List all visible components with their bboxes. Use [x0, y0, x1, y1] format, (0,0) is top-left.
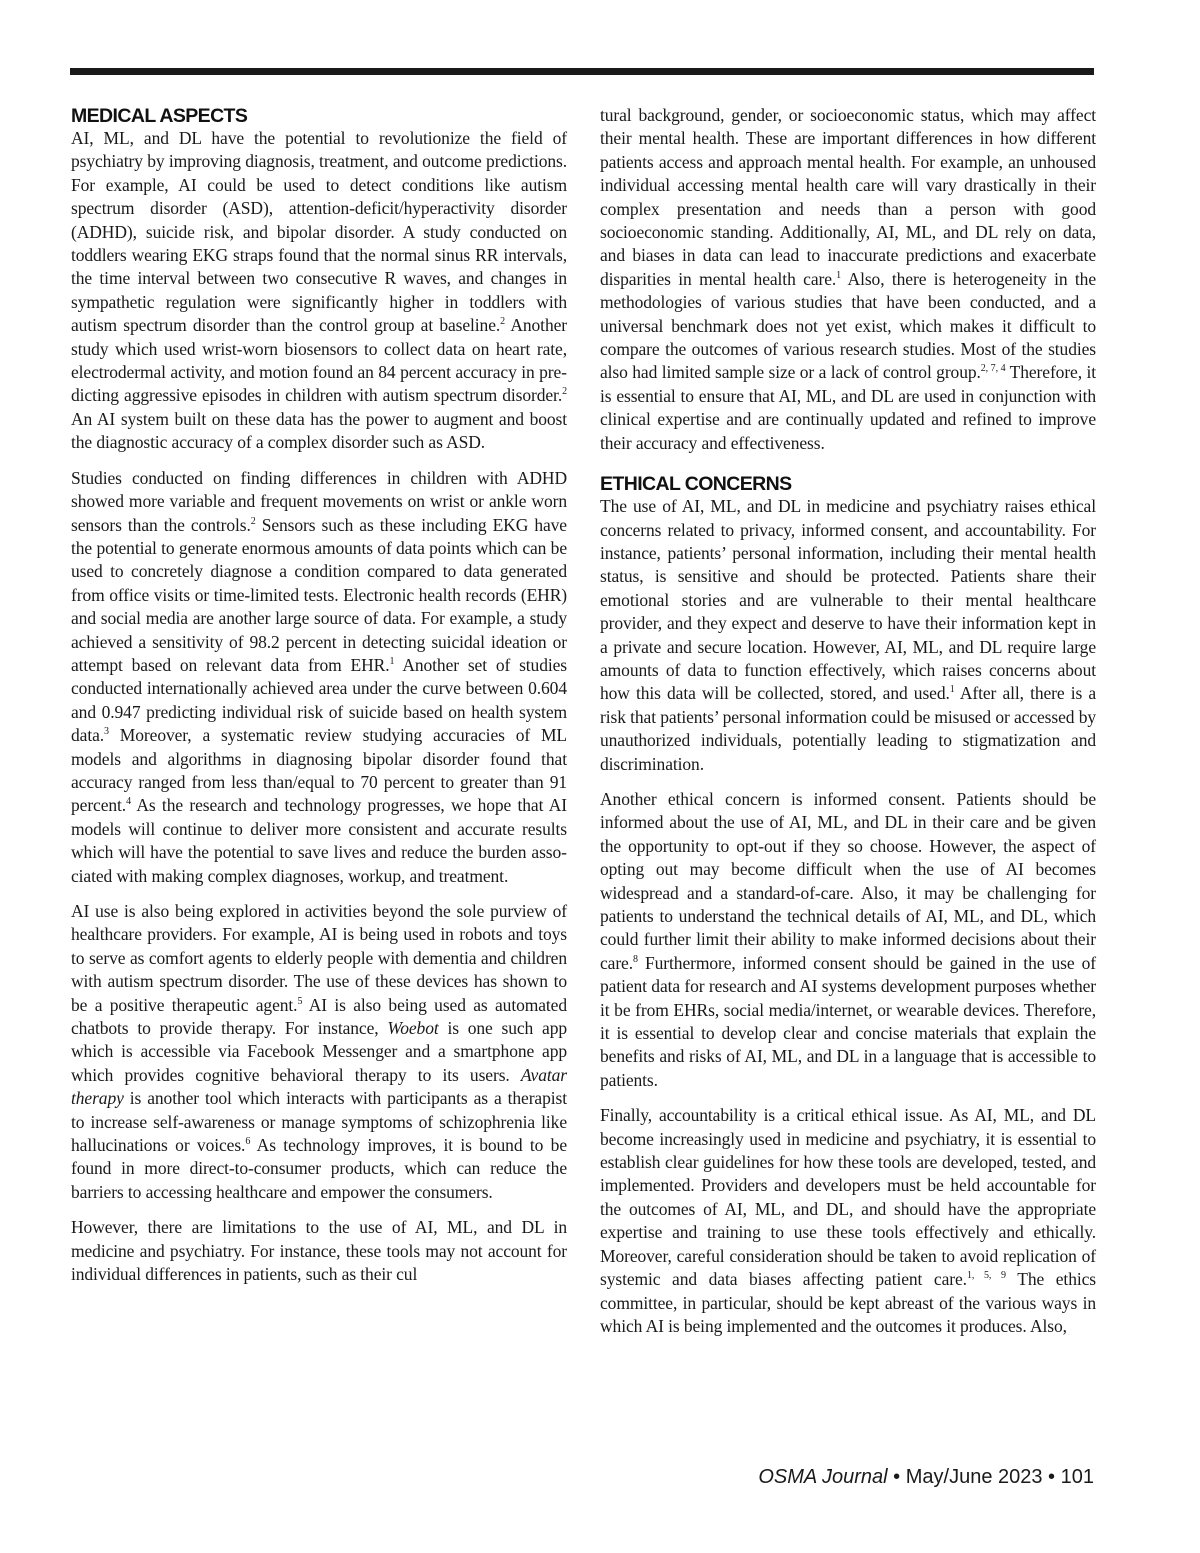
- journal-name: OSMA Journal: [758, 1466, 888, 1488]
- text-run: Another study which used wrist-worn biosensors to collect data on heart rate, electrodermal activity, and motion found an 84 percent accuracy in predicting aggressive episodes in children with autism spectrum disorder.: [71, 315, 567, 406]
- text-run: Therefore, it is essential to ensure that AI, ML, and DL are used in conjunction with clinical expertise and are continually updated and refined to improve their accuracy and effectiveness.: [600, 362, 1096, 453]
- text-run: Studies conducted on finding differences in children with ADHD showed more variable and frequent movements on wrist or ankle worn sensors than the controls.: [71, 467, 567, 535]
- page-footer: [758, 1466, 1094, 1489]
- text-run: Finally, accountability is a critical ethical issue. As AI, ML, and DL become increasingly used in medicine and psychiatry, it is essential to establish clear guidelines for how these tools are developed, tested, and implemented. Providers and developers must be held accountable for the outcomes of AI, ML, and DL, and should have the appropriate expertise and training to use these tools effectively and ethically. Moreover, careful consideration should be taken to avoid replication of systemic and data biases affecting patient care.: [600, 1105, 1096, 1290]
- page-number: 101: [1060, 1466, 1094, 1488]
- text-run: is one such app which is accessible via Facebook Messenger and a smartphone app which provides cognitive behavioral therapy to its users.: [71, 1018, 567, 1085]
- text-run: AI use is also being explored in activities beyond the sole purview of healthcare providers. For example, AI is being used in robots and toys to serve as comfort agents to elderly people with dementia and children with autism spectrum disorder. The use of these devices has shown to be a positive therapeutic agent.: [71, 901, 567, 1015]
- section-heading-medical-aspects: MEDICAL ASPECTS: [71, 105, 248, 127]
- section-heading-ethical-concerns: ETHICAL CONCERNS: [600, 473, 792, 496]
- paragraph: [600, 104, 1096, 455]
- reference-superscript: 6: [245, 1136, 251, 1148]
- paragraph: [71, 1216, 567, 1286]
- text-run: AI is also being used as automated chatbots to provide therapy. For instance,: [71, 994, 567, 1039]
- text-run: Also, there is heterogeneity in the methodologies of various studies that have been conducted, and a universal benchmark does not yet exist, which makes it difficult to compare the outcomes of various research studies. Most of the studies also had limited sample size or a lack of control group.: [600, 268, 1096, 383]
- text-run: Sensors such as these including EKG have the potential to generate enormous amounts of data points which can be used to concretely diagnose a condition compared to data generated from office visits or time-limited tests. Electronic health records (EHR) and social media are another large source of data. For example, a study achieved a sensitivity of 98.2 percent in detecting suicidal ideation or attempt based on relevant data from EHR.: [71, 514, 567, 675]
- reference-superscript: 1: [836, 269, 842, 281]
- text-run: However, there are limitations to the use of AI, ML, and DL in medicine and psychiatry. For instance, these tools may not account for individual differences in patients, such as their cul: [71, 1217, 567, 1285]
- paragraph: [600, 495, 1096, 776]
- reference-superscript: 5: [297, 995, 303, 1007]
- left-column: [71, 104, 567, 1299]
- reference-superscript: 4: [126, 796, 131, 808]
- right-column: [600, 104, 1096, 1350]
- reference-superscript: 1: [949, 684, 955, 696]
- text-run: The use of AI, ML, and DL in medicine and psychiatry raises ethical concerns related to privacy, informed consent, and accountability. For instance, patients’ personal information, including their mental health status, is sensitive and should be protected. Patients share their emotional stories and are vulnerable to their mental healthcare provider, and they expect and deserve to have their information kept in a private and secure location. However, AI, ML, and DL require large amounts of data to function effectively, which raises concerns about how this data will be collected, stored, and used.: [600, 496, 1096, 704]
- reference-superscript: 8: [633, 953, 638, 965]
- text-run: tural background, gender, or socioeconomic status, which may affect their mental health. These are important differences in how different patients access and approach mental health. For example, an unhoused individual accessing mental health care will vary drastically in their complex presentation and needs than a person with good socioeconomic standing. Additionally, AI, ML, and DL rely on data, and biases in data can lead to inaccurate predictions and exacerbate disparities in mental health care.: [600, 105, 1096, 289]
- text-run: Furthermore, informed consent should be gained in the use of patient data for research and AI systems development purposes whether it be from EHRs, social media/internet, or wearable devices. Therefore, it is essential to develop clear and concise materials that explain the benefits and risks of AI, ML, and DL in a language that is accessible to patients.: [600, 952, 1096, 1090]
- paragraph: [600, 1104, 1096, 1338]
- text-run: As the research and technology progresses, we hope that AI models will continue to deliver more consistent and accurate results which will have the potential to save lives and reduce the burden associated with making complex diagnoses, workup, and treatment.: [71, 795, 567, 886]
- app-name-italic: Woebot: [387, 1018, 439, 1039]
- reference-superscript: 1: [389, 655, 395, 667]
- text-run: An AI system built on these data has the power to augment and boost the diagnostic accuracy of a complex disorder such as ASD.: [71, 408, 567, 453]
- text-run: The ethics committee, in particular, should be kept abreast of the various ways in which AI is being implemented and the outcomes it produces. Also,: [600, 1269, 1096, 1336]
- text-run: Another set of studies conducted internationally achieved area under the curve between 0.604 and 0.947 predicting individual risk of suicide based on health system data.: [71, 654, 567, 746]
- paragraph: [71, 900, 567, 1204]
- text-run: AI, ML, and DL have the potential to revolutionize the field of psychiatry by improving diagnosis, treatment, and outcome predictions. For example, AI could be used to detect conditions like autism spectrum disorder (ASD), attention-deficit/hyperactivity disorder (ADHD), suicide risk, and bipolar disorder. A study conducted on toddlers wearing EKG straps found that the normal sinus RR intervals, the time interval between two consecutive R waves, and changes in sympathetic regulation were significantly higher in toddlers with autism spectrum disorder than the control group at baseline.: [71, 128, 567, 336]
- text-run: As technology improves, it is bound to be found in more direct-to-consumer products, which can reduce the barriers to accessing healthcare and empower the consumers.: [71, 1135, 567, 1202]
- text-run: After all, there is a risk that patients’ personal information could be misused or accessed by unauthorized individuals, potentially leading to stigmatization and discrimination.: [600, 683, 1096, 774]
- paragraph: [600, 788, 1096, 1092]
- reference-superscript: 3: [104, 726, 109, 738]
- reference-superscript: 2: [500, 316, 506, 328]
- reference-superscript: 2: [250, 515, 256, 527]
- reference-superscript: 2, 7, 4: [980, 363, 1006, 375]
- text-run: Moreover, a systematic review studying accuracies of ML models and algorithms in diagnosing bipolar disorder found that accuracy ranged from less than/equal to 70 percent to greater than 91 percent.: [71, 725, 567, 816]
- paragraph: [71, 127, 567, 455]
- therapy-name-italic: Avatar therapy: [71, 1064, 567, 1109]
- text-run: Another ethical concern is informed consent. Patients should be informed about the use of AI, ML, and DL in their care and be given the opportunity to opt-out if they so choose. However, the aspect of opting out may become difficult when the use of AI becomes widespread and a standard-of-care. Also, it may be challenging for patients to understand the technical details of AI, ML, and DL, which could further limit their ability to make informed decisions about their care.: [600, 788, 1096, 973]
- reference-superscript: 1, 5, 9: [966, 1270, 1006, 1282]
- issue-date: • May/June 2023 •: [887, 1466, 1061, 1488]
- top-rule: [70, 68, 1094, 75]
- paragraph: [71, 467, 567, 888]
- text-run: is another tool which interacts with participants as a therapist to increase self-awareness or manage symptoms of schizophrenia like hallucinations or voices.: [71, 1088, 567, 1156]
- reference-superscript: 2: [562, 386, 567, 398]
